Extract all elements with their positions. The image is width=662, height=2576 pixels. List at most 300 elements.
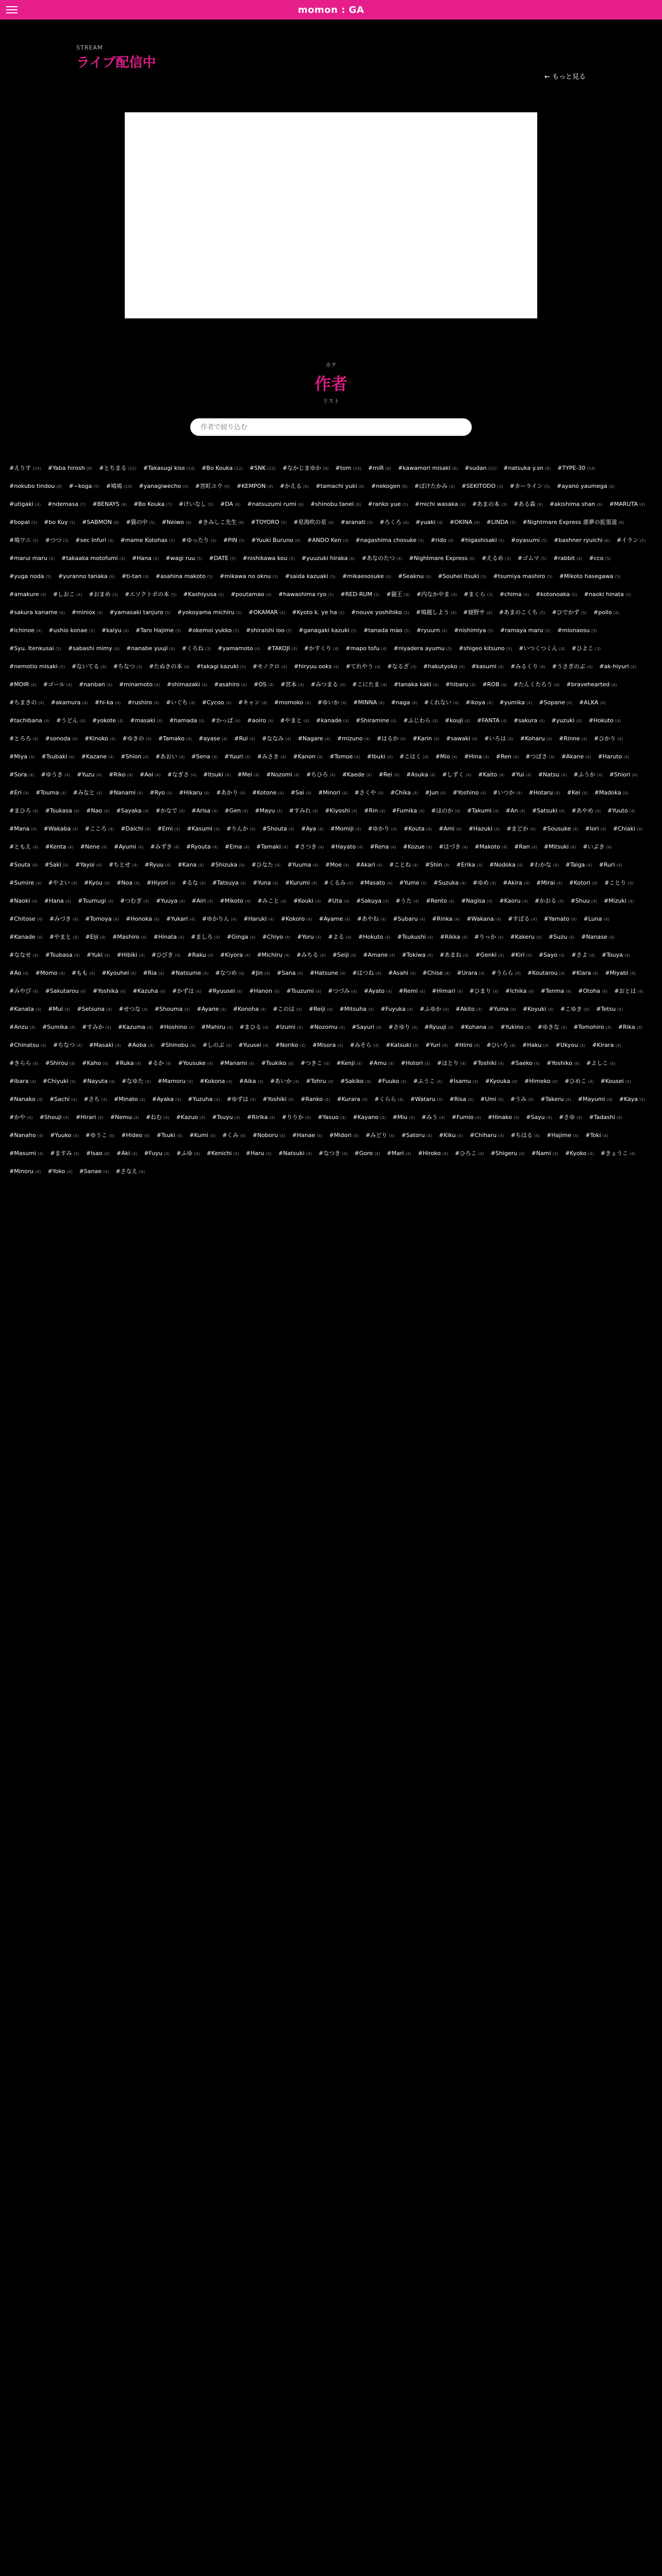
author-tag[interactable]	[461, 892, 492, 910]
author-tag[interactable]	[392, 1109, 415, 1127]
author-tag[interactable]	[310, 964, 345, 982]
author-tag[interactable]	[511, 1127, 540, 1145]
author-tag[interactable]	[127, 694, 159, 712]
author-tag[interactable]	[604, 892, 634, 910]
author-tag[interactable]	[120, 892, 150, 910]
author-tag[interactable]	[304, 640, 339, 658]
author-tag[interactable]	[9, 1001, 41, 1019]
author-tag[interactable]	[594, 730, 623, 748]
author-tag[interactable]	[485, 1073, 518, 1091]
author-tag[interactable]	[412, 730, 439, 748]
author-tag[interactable]	[542, 820, 578, 838]
author-tag[interactable]	[117, 946, 144, 964]
author-tag[interactable]	[523, 1001, 554, 1019]
author-tag[interactable]	[76, 1109, 104, 1127]
author-tag[interactable]	[278, 586, 334, 604]
author-tag[interactable]	[297, 928, 321, 946]
author-tag[interactable]	[425, 1037, 448, 1055]
author-tag[interactable]	[262, 820, 294, 838]
author-tag[interactable]	[9, 820, 37, 838]
author-tag[interactable]	[238, 694, 268, 712]
author-tag[interactable]	[249, 604, 285, 622]
author-tag[interactable]	[324, 874, 353, 892]
author-tag[interactable]	[48, 460, 92, 478]
author-tag[interactable]	[176, 1109, 205, 1127]
author-tag[interactable]	[49, 910, 78, 928]
author-tag[interactable]	[220, 892, 251, 910]
author-tag[interactable]	[503, 874, 529, 892]
author-tag[interactable]	[514, 712, 544, 730]
author-tag[interactable]	[9, 1091, 43, 1109]
author-tag[interactable]	[596, 1001, 623, 1019]
author-tag[interactable]	[40, 1109, 69, 1127]
author-tag[interactable]	[532, 1145, 558, 1163]
author-tag[interactable]	[291, 784, 311, 802]
author-tag[interactable]	[237, 766, 259, 784]
author-tag[interactable]	[36, 964, 65, 982]
author-tag[interactable]	[342, 568, 391, 586]
author-tag[interactable]	[602, 946, 630, 964]
author-tag[interactable]	[294, 658, 339, 676]
author-tag[interactable]	[215, 964, 244, 982]
author-tag[interactable]	[538, 1019, 567, 1037]
author-tag[interactable]	[475, 946, 504, 964]
author-tag[interactable]	[122, 1073, 151, 1091]
author-tag[interactable]	[93, 982, 126, 1001]
author-tag[interactable]	[117, 1145, 138, 1163]
author-tag[interactable]	[121, 1127, 150, 1145]
author-tag[interactable]	[203, 1037, 232, 1055]
author-tag[interactable]	[463, 604, 492, 622]
author-tag[interactable]	[255, 802, 282, 820]
author-tag[interactable]	[202, 694, 231, 712]
author-tag[interactable]	[220, 946, 250, 964]
author-tag[interactable]	[350, 1037, 379, 1055]
author-tag[interactable]	[179, 784, 209, 802]
author-tag[interactable]	[475, 838, 508, 856]
author-tag[interactable]	[45, 802, 80, 820]
author-tag[interactable]	[607, 802, 635, 820]
author-tag[interactable]	[143, 460, 195, 478]
author-tag[interactable]	[130, 712, 162, 730]
author-tag[interactable]	[514, 676, 560, 694]
author-tag[interactable]	[9, 478, 62, 496]
author-tag[interactable]	[9, 964, 29, 982]
author-tag[interactable]	[239, 1073, 263, 1091]
author-tag[interactable]	[358, 928, 391, 946]
author-tag[interactable]	[275, 1019, 303, 1037]
author-tag[interactable]	[316, 712, 349, 730]
author-tag[interactable]	[220, 1055, 254, 1073]
author-tag[interactable]	[370, 838, 396, 856]
author-tag[interactable]	[351, 604, 409, 622]
author-tag[interactable]	[187, 820, 220, 838]
author-tag[interactable]	[212, 874, 246, 892]
author-tag[interactable]	[540, 1091, 571, 1109]
author-tag[interactable]	[460, 1019, 493, 1037]
author-tag[interactable]	[422, 964, 450, 982]
author-tag[interactable]	[415, 478, 455, 496]
author-tag[interactable]	[484, 730, 514, 748]
author-tag[interactable]	[431, 802, 460, 820]
author-tag[interactable]	[378, 766, 400, 784]
author-tag[interactable]	[187, 946, 213, 964]
author-tag[interactable]	[89, 1037, 121, 1055]
author-tag[interactable]	[45, 730, 78, 748]
author-tag[interactable]	[445, 676, 476, 694]
author-tag[interactable]	[526, 1109, 552, 1127]
author-tag[interactable]	[253, 874, 278, 892]
author-tag[interactable]	[109, 766, 133, 784]
author-tag[interactable]	[404, 820, 432, 838]
author-tag[interactable]	[559, 730, 587, 748]
author-tag[interactable]	[489, 1001, 516, 1019]
author-tag[interactable]	[301, 820, 324, 838]
author-tag[interactable]	[75, 856, 102, 874]
author-tag[interactable]	[398, 460, 458, 478]
author-tag[interactable]	[253, 658, 287, 676]
author-tag[interactable]	[220, 568, 278, 586]
author-tag[interactable]	[283, 460, 329, 478]
author-tag[interactable]	[539, 694, 572, 712]
author-tag[interactable]	[464, 748, 489, 766]
author-tag[interactable]	[9, 676, 37, 694]
author-tag[interactable]	[169, 712, 204, 730]
author-tag[interactable]	[212, 1109, 240, 1127]
author-tag[interactable]	[500, 622, 551, 640]
author-tag[interactable]	[109, 856, 138, 874]
author-tag[interactable]	[565, 1145, 594, 1163]
author-tag[interactable]	[143, 964, 164, 982]
author-tag[interactable]	[285, 874, 317, 892]
author-tag[interactable]	[493, 568, 552, 586]
author-tag[interactable]	[280, 478, 309, 496]
author-tag[interactable]	[605, 964, 636, 982]
author-tag[interactable]	[578, 982, 607, 1001]
author-tag[interactable]	[41, 748, 74, 766]
author-tag[interactable]	[247, 496, 304, 514]
author-tag[interactable]	[301, 1091, 330, 1109]
author-tag[interactable]	[561, 748, 591, 766]
author-tag[interactable]	[192, 892, 213, 910]
author-tag[interactable]	[152, 1091, 181, 1109]
author-tag[interactable]	[49, 1091, 77, 1109]
author-tag[interactable]	[9, 874, 41, 892]
author-tag[interactable]	[42, 1019, 75, 1037]
author-tag[interactable]	[45, 946, 80, 964]
author-tag[interactable]	[243, 550, 295, 568]
author-tag[interactable]	[262, 730, 291, 748]
author-tag[interactable]	[454, 622, 493, 640]
author-tag[interactable]	[285, 568, 336, 586]
author-tag[interactable]	[510, 1091, 534, 1109]
author-tag[interactable]	[150, 838, 179, 856]
author-tag[interactable]	[356, 856, 383, 874]
author-tag[interactable]	[403, 712, 438, 730]
author-tag[interactable]	[256, 838, 288, 856]
author-tag[interactable]	[267, 640, 297, 658]
author-tag[interactable]	[619, 1091, 646, 1109]
author-tag[interactable]	[85, 820, 114, 838]
author-tag[interactable]	[598, 748, 630, 766]
author-tag[interactable]	[413, 1073, 442, 1091]
author-tag[interactable]	[53, 1037, 82, 1055]
author-tag[interactable]	[435, 748, 457, 766]
author-tag[interactable]	[156, 568, 213, 586]
author-tag[interactable]	[354, 1145, 380, 1163]
author-tag[interactable]	[158, 1073, 193, 1091]
author-tag[interactable]	[480, 1091, 503, 1109]
author-tag[interactable]	[172, 982, 202, 1001]
author-tag[interactable]	[309, 1001, 333, 1019]
author-tag[interactable]	[278, 1145, 312, 1163]
author-tag[interactable]	[177, 604, 242, 622]
author-tag[interactable]	[157, 1127, 183, 1145]
author-tag[interactable]	[538, 766, 567, 784]
author-tag[interactable]	[318, 694, 347, 712]
author-tag[interactable]	[82, 1019, 111, 1037]
author-tag[interactable]	[363, 946, 395, 964]
author-tag[interactable]	[329, 1127, 359, 1145]
author-tag[interactable]	[273, 1001, 302, 1019]
author-tag[interactable]	[459, 640, 512, 658]
author-tag[interactable]	[536, 874, 562, 892]
author-tag[interactable]	[328, 982, 357, 1001]
author-tag[interactable]	[387, 1145, 411, 1163]
author-tag[interactable]	[36, 784, 67, 802]
author-tag[interactable]	[589, 712, 621, 730]
author-tag[interactable]	[95, 694, 121, 712]
author-tag[interactable]	[519, 640, 565, 658]
author-tag[interactable]	[92, 712, 124, 730]
author-tag[interactable]	[389, 856, 419, 874]
author-tag[interactable]	[464, 586, 493, 604]
author-tag[interactable]	[9, 586, 46, 604]
author-tag[interactable]	[121, 820, 151, 838]
author-tag[interactable]	[393, 910, 425, 928]
author-tag[interactable]	[43, 676, 72, 694]
author-tag[interactable]	[364, 982, 392, 1001]
author-tag[interactable]	[9, 514, 37, 532]
author-tag[interactable]	[559, 568, 621, 586]
author-tag[interactable]	[386, 586, 410, 604]
author-tag[interactable]	[282, 1109, 311, 1127]
author-tag[interactable]	[162, 514, 191, 532]
author-tag[interactable]	[532, 802, 565, 820]
author-tag[interactable]	[336, 1055, 362, 1073]
author-tag[interactable]	[292, 604, 344, 622]
author-tag[interactable]	[477, 712, 507, 730]
author-tag[interactable]	[539, 946, 565, 964]
author-tag[interactable]	[618, 1019, 642, 1037]
author-tag[interactable]	[9, 460, 41, 478]
author-tag[interactable]	[292, 1127, 322, 1145]
author-tag[interactable]	[487, 514, 516, 532]
author-tag[interactable]	[92, 496, 127, 514]
author-tag[interactable]	[552, 658, 593, 676]
author-tag[interactable]	[9, 1163, 41, 1181]
author-tag[interactable]	[550, 496, 603, 514]
author-tag[interactable]	[262, 1091, 294, 1109]
author-tag[interactable]	[499, 604, 545, 622]
author-tag[interactable]	[589, 1109, 623, 1127]
author-tag[interactable]	[166, 694, 195, 712]
author-tag[interactable]	[132, 550, 159, 568]
author-tag[interactable]	[127, 1037, 154, 1055]
author-tag[interactable]	[593, 604, 619, 622]
author-tag[interactable]	[525, 748, 555, 766]
author-tag[interactable]	[346, 658, 381, 676]
author-tag[interactable]	[196, 658, 246, 676]
author-tag[interactable]	[406, 766, 436, 784]
author-tag[interactable]	[402, 946, 433, 964]
author-tag[interactable]	[589, 550, 610, 568]
author-tag[interactable]	[86, 802, 109, 820]
author-tag[interactable]	[277, 964, 303, 982]
author-tag[interactable]	[367, 748, 393, 766]
author-tag[interactable]	[500, 586, 529, 604]
author-tag[interactable]	[9, 568, 52, 586]
author-tag[interactable]	[9, 892, 38, 910]
author-tag[interactable]	[508, 910, 537, 928]
author-tag[interactable]	[466, 694, 493, 712]
author-tag[interactable]	[567, 676, 617, 694]
author-tag[interactable]	[473, 874, 496, 892]
author-tag[interactable]	[511, 532, 547, 550]
author-tag[interactable]	[50, 1127, 79, 1145]
author-tag[interactable]	[78, 892, 113, 910]
author-tag[interactable]	[299, 622, 357, 640]
author-tag[interactable]	[387, 658, 417, 676]
author-tag[interactable]	[274, 694, 310, 712]
author-tag[interactable]	[86, 1145, 110, 1163]
author-tag[interactable]	[167, 676, 207, 694]
author-tag[interactable]	[368, 496, 408, 514]
author-tag[interactable]	[191, 928, 220, 946]
author-tag[interactable]	[471, 658, 504, 676]
author-tag[interactable]	[9, 982, 39, 1001]
author-tag[interactable]	[437, 1055, 466, 1073]
author-tag[interactable]	[9, 1073, 36, 1091]
author-tag[interactable]	[417, 586, 457, 604]
author-tag[interactable]	[280, 712, 309, 730]
author-tag[interactable]	[195, 478, 230, 496]
author-tag[interactable]	[186, 838, 218, 856]
author-tag[interactable]	[399, 874, 426, 892]
author-tag[interactable]	[106, 478, 133, 496]
author-tag[interactable]	[79, 1163, 109, 1181]
author-tag[interactable]	[56, 712, 86, 730]
author-tag[interactable]	[44, 514, 75, 532]
author-tag[interactable]	[222, 1127, 246, 1145]
author-tag[interactable]	[246, 1145, 272, 1163]
author-tag[interactable]	[363, 622, 410, 640]
more-link[interactable]: ← もっと見る	[544, 73, 586, 81]
author-tag[interactable]	[112, 928, 147, 946]
author-tag[interactable]	[179, 496, 214, 514]
author-tag[interactable]	[80, 838, 107, 856]
author-tag[interactable]	[44, 820, 78, 838]
author-tag[interactable]	[398, 568, 431, 586]
author-tag[interactable]	[47, 1163, 72, 1181]
author-tag[interactable]	[551, 712, 582, 730]
author-tag[interactable]	[586, 1055, 616, 1073]
author-tag[interactable]	[144, 856, 171, 874]
author-tag[interactable]	[45, 1055, 76, 1073]
author-tag[interactable]	[439, 820, 462, 838]
author-tag[interactable]	[352, 1019, 382, 1037]
author-tag[interactable]	[102, 964, 136, 982]
author-tag[interactable]	[557, 622, 597, 640]
author-tag[interactable]	[168, 766, 197, 784]
author-tag[interactable]	[125, 586, 176, 604]
author-tag[interactable]	[237, 478, 273, 496]
author-tag[interactable]	[572, 964, 599, 982]
author-tag[interactable]	[434, 874, 466, 892]
author-tag[interactable]	[357, 910, 387, 928]
author-tag[interactable]	[473, 1055, 504, 1073]
author-tag[interactable]	[340, 1073, 371, 1091]
author-tag[interactable]	[571, 946, 595, 964]
author-tag[interactable]	[203, 766, 230, 784]
author-tag[interactable]	[578, 1091, 613, 1109]
author-tag[interactable]	[371, 478, 408, 496]
author-tag[interactable]	[496, 748, 519, 766]
author-tag[interactable]	[340, 586, 379, 604]
author-tag[interactable]	[120, 532, 175, 550]
author-tag[interactable]	[9, 1109, 33, 1127]
author-tag[interactable]	[261, 1055, 294, 1073]
author-tag[interactable]	[415, 496, 466, 514]
author-tag[interactable]	[510, 946, 532, 964]
author-tag[interactable]	[392, 802, 424, 820]
author-tag[interactable]	[354, 784, 384, 802]
author-tag[interactable]	[510, 928, 542, 946]
author-tag[interactable]	[148, 1055, 172, 1073]
author-tag[interactable]	[113, 658, 143, 676]
author-tag[interactable]	[301, 1055, 330, 1073]
author-tag[interactable]	[89, 586, 118, 604]
author-tag[interactable]	[493, 784, 522, 802]
author-tag[interactable]	[9, 910, 43, 928]
author-tag[interactable]	[431, 532, 454, 550]
author-tag[interactable]	[510, 478, 550, 496]
author-tag[interactable]	[209, 550, 236, 568]
author-tag[interactable]	[118, 1019, 153, 1037]
author-tag[interactable]	[364, 802, 385, 820]
author-tag[interactable]	[524, 1073, 558, 1091]
author-tag[interactable]	[218, 640, 260, 658]
author-tag[interactable]	[604, 874, 634, 892]
author-tag[interactable]	[395, 892, 419, 910]
author-tag[interactable]	[572, 802, 601, 820]
author-tag[interactable]	[139, 478, 188, 496]
author-tag[interactable]	[506, 802, 525, 820]
author-tag[interactable]	[47, 496, 86, 514]
author-tag[interactable]	[234, 730, 255, 748]
author-tag[interactable]	[257, 946, 290, 964]
author-tag[interactable]	[569, 874, 598, 892]
author-tag[interactable]	[585, 1127, 608, 1145]
author-tag[interactable]	[9, 784, 29, 802]
author-tag[interactable]	[211, 856, 245, 874]
author-tag[interactable]	[9, 946, 39, 964]
author-tag[interactable]	[307, 532, 349, 550]
author-tag[interactable]	[45, 982, 86, 1001]
author-tag[interactable]	[178, 1055, 213, 1073]
author-tag[interactable]	[182, 874, 206, 892]
author-tag[interactable]	[266, 766, 300, 784]
